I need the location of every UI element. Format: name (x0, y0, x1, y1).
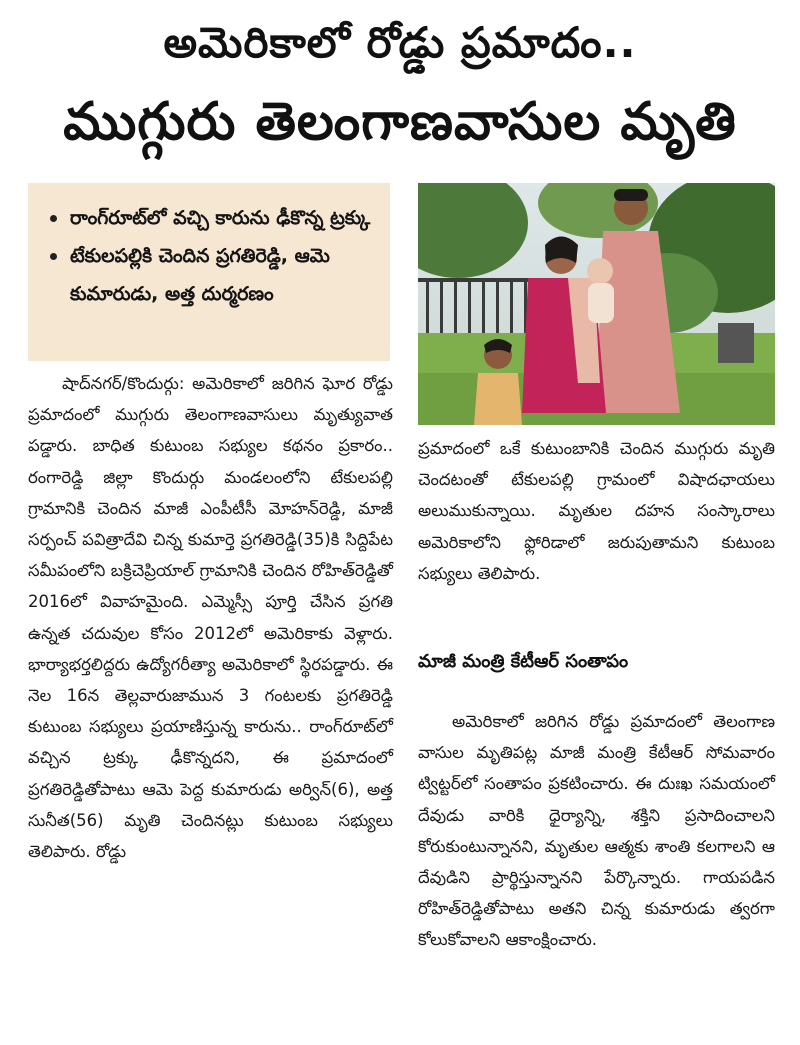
highlight-text: రాంగ్‌రూట్‌లో వచ్చి కారును ఢీకొన్న ట్రక్కు (70, 207, 371, 229)
highlights-box (28, 183, 390, 361)
article-paragraph: షాద్‌నగర్‌/కొందుర్గు: అమెరికాలో జరిగిన ఘోర రోడ్డు ప్రమాదంలో ముగ్గురు తెలంగాణవాసులు మృత్యువాత పడ్డారు. బాధిత కుటుంబ సభ్యుల కథనం ప్రకారం.. రంగారెడ్డి జిల్లా కొందుర్గు మండలంలోని టేకులపల్లి గ్రామానికి చెందిన మాజీ ఎంపీటీసీ మోహన్‌రెడ్డి, మాజీ సర్పంచ్‌ పవిత్రాదేవి చిన్న కుమార్తె ప్రగతిరెడ్డి(35)కి సిద్దిపేట సమీపంలోని బక్రిచెప్రియాల్‌ గ్రామానికి చెందిన రోహిత్‌రెడ్డితో 2016లో వివాహమైంది. ఎమ్మెస్సీ పూర్తి చేసిన ప్రగతి ఉన్నత చదువుల కోసం 2012లో అమెరికాకు వెళ్లారు. భార్యాభర్తలిద్దరు ఉద్యోగరీత్యా అమెరికాలో స్థిరపడ్డారు. ఈ నెల 16న తెల్లవారుజామున 3 గంటలకు ప్రగతిరెడ్డి కుటుంబ సభ్యులు ప్రయాణిస్తున్న కారును.. రాంగ్‌రూట్‌లో వచ్చిన ట్రక్కు ఢీకొన్నదని, ఈ ప్రమాదంలో ప్రగతిరెడ్డితోపాటు ఆమె పెద్ద కుమారుడు అర్విన్‌(6), అత్త సునీత(56) మృతి చెందినట్లు కుటుంబ సభ్యులు తెలిపారు. రోడ్డు (28, 374, 393, 862)
highlight-item (50, 199, 380, 237)
sub-heading: మాజీ మంత్రి కేటీఆర్‌ సంతాపం (418, 651, 629, 672)
headline-line-2: ముగ్గురు తెలంగాణవాసుల మృతి (63, 92, 737, 152)
headline-line-1: అమెరికాలో రోడ్డు ప్రమాదం.. (163, 18, 637, 67)
highlight-item (50, 237, 380, 313)
bullet-icon (50, 253, 57, 260)
family-photo (418, 183, 775, 425)
article-column-right (418, 433, 775, 589)
family-photo-image (418, 183, 775, 425)
highlight-text: టేకులపల్లికి చెందిన ప్రగతిరెడ్డి, ఆమె కుమారుడు, అత్త దుర్మరణం (70, 245, 330, 305)
article-column-left (28, 368, 393, 867)
article-column-right-lower (418, 706, 775, 956)
bullet-icon (50, 215, 57, 222)
article-paragraph-continued: ప్రమాదంలో ఒకే కుటుంబానికి చెందిన ముగ్గురు మృతి చెందటంతో టేకులపల్లి గ్రామంలో విషాదఛాయలు అలుముకున్నాయి. మృతుల దహన సంస్కారాలు అమెరికాలోని ఫ్లోరిడాలో జరుపుతామని కుటుంబ సభ్యులు తెలిపారు. (418, 439, 775, 583)
article-paragraph: అమెరికాలో జరిగిన రోడ్డు ప్రమాదంలో తెలంగాణ వాసుల మృతిపట్ల మాజీ మంత్రి కేటీఆర్‌ సోమవారం ట్విట్టర్‌లో సంతాపం ప్రకటించారు. ఈ దుఃఖ సమయంలో దేవుడు వారికి ధైర్యాన్ని, శక్తిని ప్రసాదించాలని కోరుకుంటున్నానని, మృతుల ఆత్మకు శాంతి కలగాలని ఆ దేవుడిని ప్రార్థిస్తున్నానని పేర్కొన్నారు. గాయపడిన రోహిత్‌రెడ్డితోపాటు అతని చిన్న కుమారుడు త్వరగా కోలుకోవాలని ఆకాంక్షించారు. (418, 712, 775, 950)
